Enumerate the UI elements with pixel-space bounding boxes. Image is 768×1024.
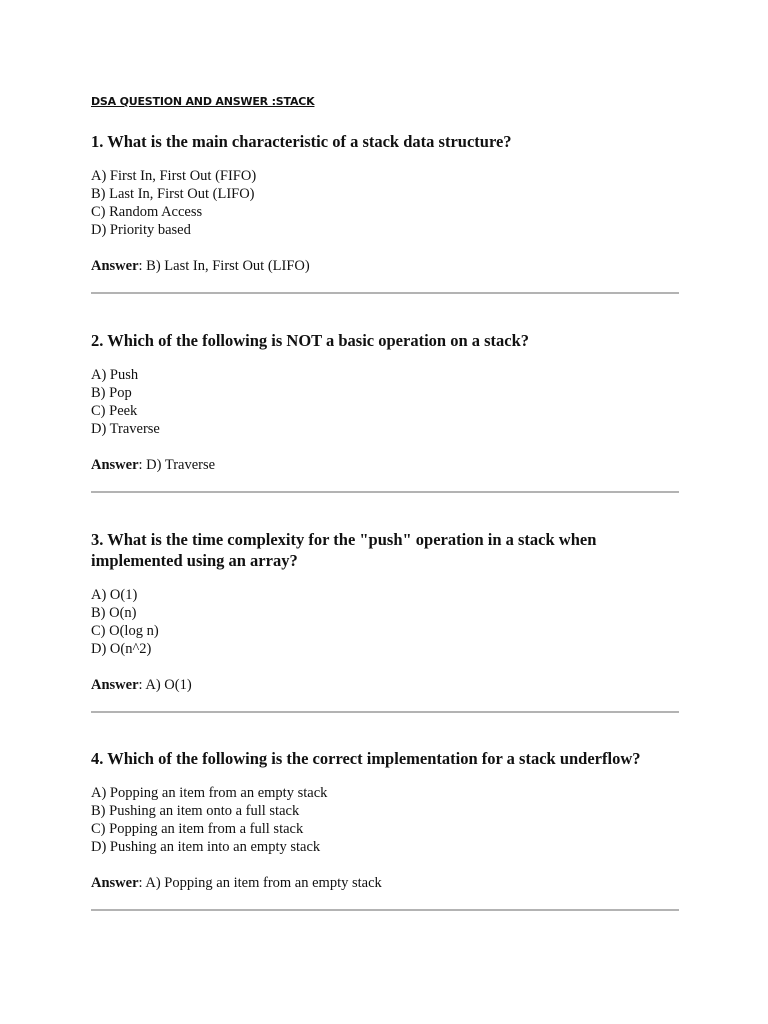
divider — [91, 292, 679, 294]
option-d: D) Traverse — [91, 421, 160, 437]
answer-line — [91, 874, 679, 892]
option-d: D) Pushing an item into an empty stack — [91, 839, 321, 855]
options-list — [91, 366, 679, 438]
answer-label: Answer — [91, 875, 139, 891]
answer-label: Answer — [91, 677, 139, 693]
option-c: C) O(log n) — [91, 623, 159, 639]
option-b: B) Last In, First Out (LIFO) — [91, 186, 255, 202]
option-a: A) O(1) — [91, 587, 138, 603]
answer-line — [91, 257, 679, 275]
option-c: C) Popping an item from a full stack — [91, 821, 304, 837]
options-list — [91, 167, 679, 239]
options-list — [91, 586, 679, 658]
question-text: 1. What is the main characteristic of a stack data structure? — [91, 132, 512, 151]
option-a: A) First In, First Out (FIFO) — [91, 168, 257, 184]
question-block-3 — [91, 529, 679, 713]
divider — [91, 711, 679, 713]
question-block-1 — [91, 131, 679, 294]
option-d: D) O(n^2) — [91, 641, 152, 657]
option-a: A) Push — [91, 367, 139, 383]
option-c: C) Random Access — [91, 204, 203, 220]
option-b: B) Pushing an item onto a full stack — [91, 803, 300, 819]
question-text: 2. Which of the following is NOT a basic operation on a stack? — [91, 331, 530, 350]
question-block-4 — [91, 748, 679, 911]
option-c: C) Peek — [91, 403, 138, 419]
options-list — [91, 784, 679, 856]
question-text: 3. What is the time complexity for the "push" operation in a stack when implemented using an array? — [91, 530, 597, 570]
answer-line — [91, 676, 679, 694]
answer-text: : A) O(1) — [138, 677, 192, 693]
option-b: B) Pop — [91, 385, 132, 401]
answer-text: : D) Traverse — [138, 457, 216, 473]
divider — [91, 491, 679, 493]
answer-text: : A) Popping an item from an empty stack — [138, 875, 382, 891]
answer-text: : B) Last In, First Out (LIFO) — [138, 258, 310, 274]
question-block-2 — [91, 330, 679, 493]
option-b: B) O(n) — [91, 605, 137, 621]
question-text: 4. Which of the following is the correct implementation for a stack underflow? — [91, 749, 641, 768]
divider — [91, 909, 679, 911]
answer-label: Answer — [91, 457, 139, 473]
document-title: DSA QUESTION AND ANSWER :STACK — [91, 95, 315, 108]
answer-label: Answer — [91, 258, 139, 274]
option-d: D) Priority based — [91, 222, 191, 238]
option-a: A) Popping an item from an empty stack — [91, 785, 328, 801]
answer-line — [91, 456, 679, 474]
